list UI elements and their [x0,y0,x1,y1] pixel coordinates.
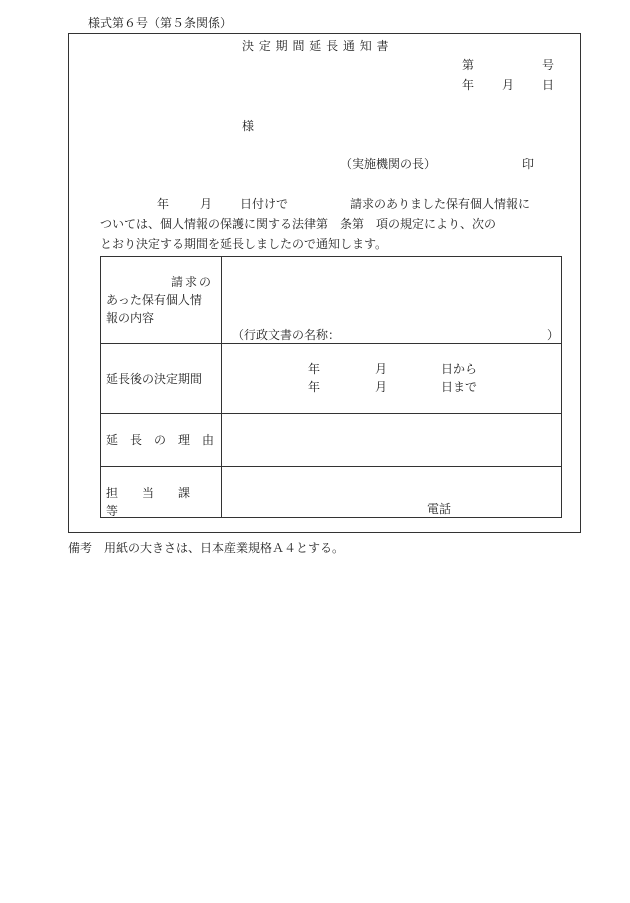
table-row-info-content [101,257,562,344]
to-year: 年 [308,380,321,394]
value-cell-extended-period [222,344,562,414]
to-month: 月 [375,380,388,394]
from-year: 年 [308,362,321,376]
notice-title: 決 定 期 間 延 長 通 知 書 [242,39,390,53]
date-day: 日 [542,78,555,92]
body-text-line2: ついては、個人情報の保護に関する法律第 条第 項の規定により、次の [100,217,497,231]
reason-label: 延 長 の 理 由 [106,433,215,447]
doc-name-close: ） [547,328,560,342]
label-cell-extended-period [101,344,222,414]
phone-label: 電話 [427,502,452,516]
table-row-reason [101,414,562,467]
from-month: 月 [375,362,388,376]
body-text-line3: とおり決定する期間を延長しましたので通知します。 [100,237,388,251]
label-cell-info-content [101,257,222,344]
department-label: 担 当 課 等 [106,486,215,518]
info-content-label-line2: あった保有個人情 [106,293,202,307]
sender-title: （実施機関の長） [340,157,437,171]
to-day: 日まで [441,380,478,394]
seal-mark: 印 [522,157,535,171]
value-cell-reason [222,414,562,467]
body-day-suffix: 日付けで [240,197,289,211]
extended-period-label: 延長後の決定期間 [106,372,203,386]
footer-note: 備考 用紙の大きさは、日本産業規格Ａ４とする。 [68,541,345,555]
form-label: 様式第６号（第５条関係） [88,16,233,30]
table-row-extended-period [101,344,562,414]
value-cell-department [222,467,562,518]
label-cell-reason [101,414,222,467]
number-prefix: 第 [462,58,475,72]
date-month: 月 [502,78,515,92]
body-month: 月 [200,197,213,211]
number-suffix: 号 [542,58,555,72]
table-row-department [101,467,562,518]
from-day: 日から [441,362,478,376]
addressee-suffix: 様 [242,119,255,133]
date-year: 年 [462,78,475,92]
body-year: 年 [157,197,170,211]
body-text-line1: 請求のありました保有個人情報に [350,197,531,211]
value-cell-info-content [222,257,562,344]
label-cell-department [101,467,222,518]
info-content-label-line3: 報の内容 [106,311,155,325]
doc-name-open: （行政文書の名称： [232,328,341,342]
info-content-label-line1: 請求の [171,275,214,289]
info-table [100,256,562,518]
